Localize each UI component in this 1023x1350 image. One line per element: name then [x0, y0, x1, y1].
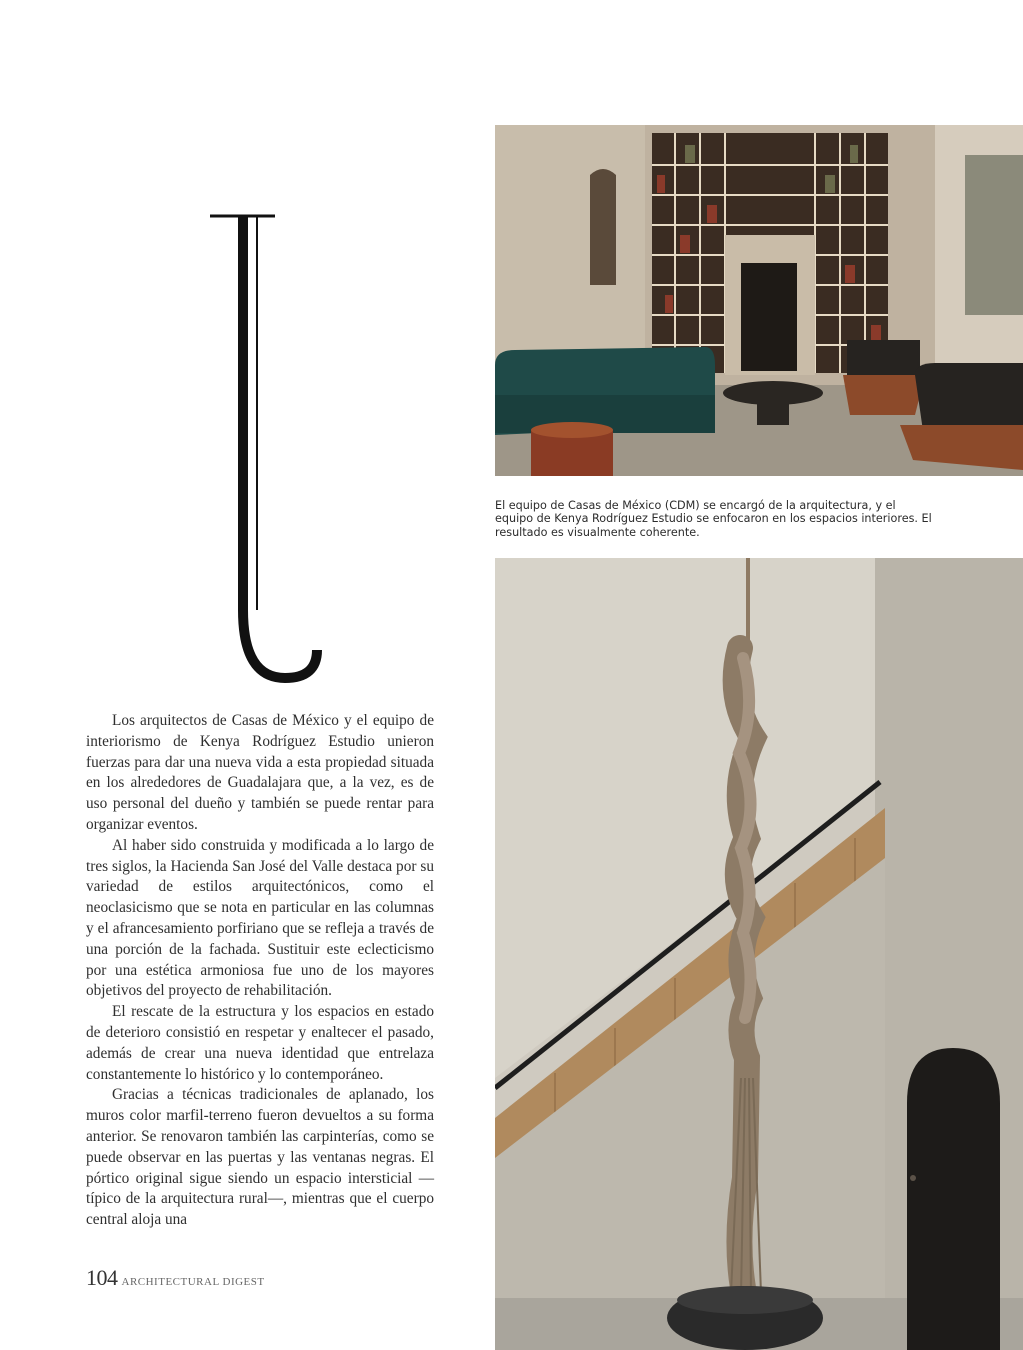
staircase-sculpture-photo [495, 558, 1023, 1350]
photo-caption: El equipo de Casas de México (CDM) se encargó de la arquitectura, y el equipo de Kenya Rodríguez Estudio se enfocaron en los espacios interiores. El resultado es visualmente coherente. [495, 499, 932, 539]
page-number: 104 [86, 1265, 118, 1290]
paragraph-4: Gracias a técnicas tradicionales de aplanado, los muros color marfil-terreno fueron devueltos a su forma anterior. Se renovaron también las carpinterías, como se puede observar en las puertas y las ventanas negras. El pórtico original sigue siendo un espacio intersticial —típico de la arquitectura rural—, mientras que el cuerpo central aloja una [86, 1086, 434, 1229]
paragraph-3: El rescate de la estructura y los espacios en estado de deterioro consistió en respetar y enaltecer el pasado, además de crear una nueva identidad que entrelaza constantemente lo histórico y lo contemporáneo. [86, 1003, 434, 1083]
paragraph-2: Al haber sido construida y modificada a lo largo de tres siglos, la Hacienda San José del Valle destaca por su variedad de estilos arquitectónicos, como el neoclasicismo que se nota en particular en las columnas y el afrancesamiento porfiriano que se refleja a través de una porción de la fachada. Sustituir este eclecticismo por una estética armoniosa fue uno de los mayores objetivos del proyecto de rehabilitación. [86, 836, 434, 1000]
page-folio [86, 1265, 265, 1291]
living-room-photo [495, 125, 1023, 476]
paragraph-1: Los arquitectos de Casas de México y el equipo de interiorismo de Kenya Rodríguez Estudio unieron fuerzas para dar una nueva vida a esta propiedad situada en los alrededores de Guadalajara que, a la vez, es de uso personal del dueño y también se puede rentar para organizar eventos. [86, 712, 434, 833]
magazine-name: ARCHITECTURAL DIGEST [121, 1276, 265, 1288]
article-body [86, 711, 434, 1231]
drop-cap-letter [205, 210, 325, 690]
